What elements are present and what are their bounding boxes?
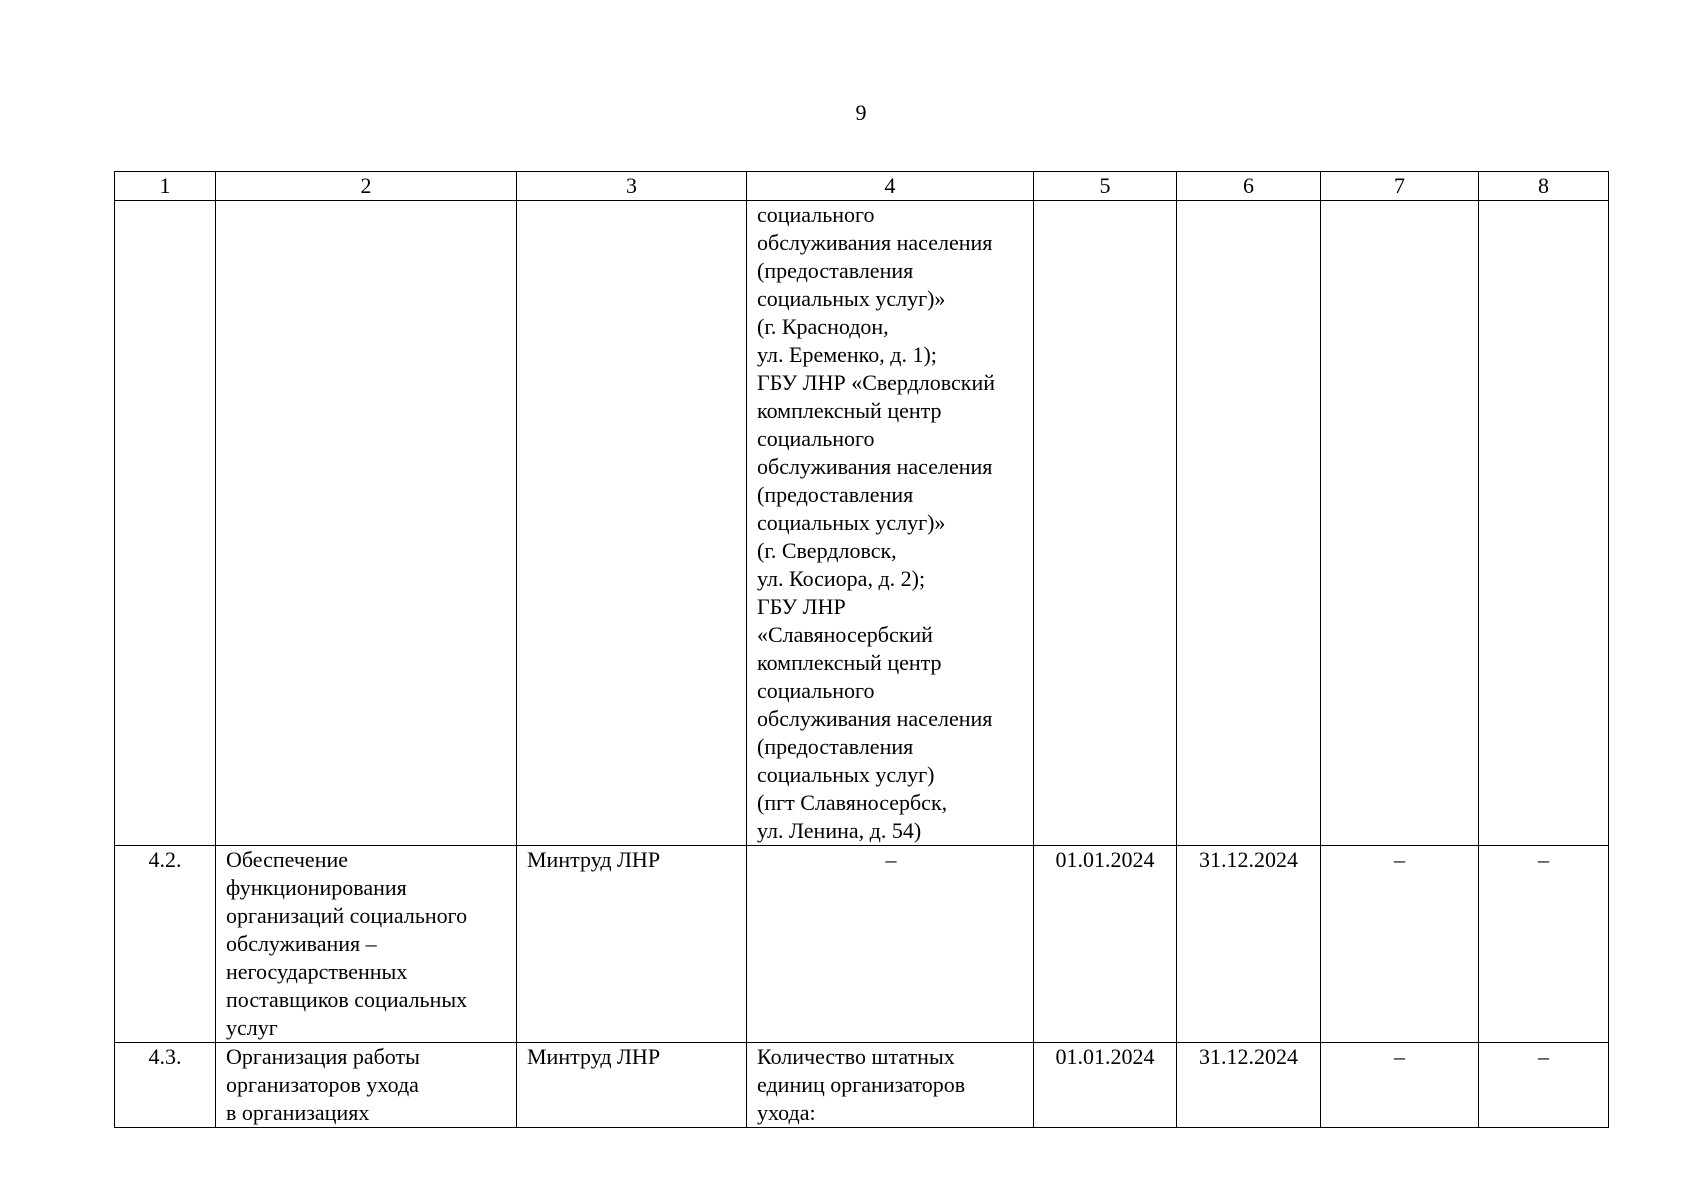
responsible-cell: Минтруд ЛНР — [517, 846, 747, 1043]
responsible-cell — [517, 201, 747, 846]
end-date-cell — [1177, 201, 1321, 846]
description-cell: Количество штатных единиц организаторов ухода: — [747, 1043, 1034, 1128]
column-8-cell — [1479, 201, 1609, 846]
table-row — [115, 1043, 1609, 1128]
column-number-7: 7 — [1321, 172, 1479, 201]
table-row — [115, 846, 1609, 1043]
row-number-cell — [115, 201, 216, 846]
description-cell: – — [747, 846, 1034, 1043]
description-cell: социального обслуживания населения (предоставления социальных услуг)» (г. Краснодон, ул. Еременко, д. 1); ГБУ ЛНР «Свердловский комплексный центр социального обслуживания населения (предоставления социальных услуг)» (г. Свердловск, ул. Косиора, д. 2); ГБУ ЛНР «Славяносербский комплексный центр социального обслуживания населения (предоставления социальных услуг) (пгт Славяносербск, ул. Ленина, д. 54) — [747, 201, 1034, 846]
start-date-cell: 01.01.2024 — [1034, 846, 1177, 1043]
start-date-cell: 01.01.2024 — [1034, 1043, 1177, 1128]
column-7-cell: – — [1321, 1043, 1479, 1128]
end-date-cell: 31.12.2024 — [1177, 1043, 1321, 1128]
start-date-cell — [1034, 201, 1177, 846]
activity-name-cell: Обеспечение функционирования организаций социального обслуживания – негосударственных поставщиков социальных услуг — [216, 846, 517, 1043]
column-number-2: 2 — [216, 172, 517, 201]
column-number-5: 5 — [1034, 172, 1177, 201]
column-number-6: 6 — [1177, 172, 1321, 201]
column-number-8: 8 — [1479, 172, 1609, 201]
column-7-cell — [1321, 201, 1479, 846]
page-number: 9 — [855, 100, 867, 125]
row-number-cell: 4.2. — [115, 846, 216, 1043]
table-header-row — [115, 172, 1609, 201]
column-number-3: 3 — [517, 172, 747, 201]
activity-name-cell: Организация работы организаторов ухода в организациях — [216, 1043, 517, 1128]
activities-table — [114, 171, 1609, 1128]
column-8-cell: – — [1479, 846, 1609, 1043]
responsible-cell: Минтруд ЛНР — [517, 1043, 747, 1128]
column-number-4: 4 — [747, 172, 1034, 201]
column-8-cell: – — [1479, 1043, 1609, 1128]
row-number-cell: 4.3. — [115, 1043, 216, 1128]
activity-name-cell — [216, 201, 517, 846]
column-number-1: 1 — [115, 172, 216, 201]
end-date-cell: 31.12.2024 — [1177, 846, 1321, 1043]
column-7-cell: – — [1321, 846, 1479, 1043]
table-row — [115, 201, 1609, 846]
